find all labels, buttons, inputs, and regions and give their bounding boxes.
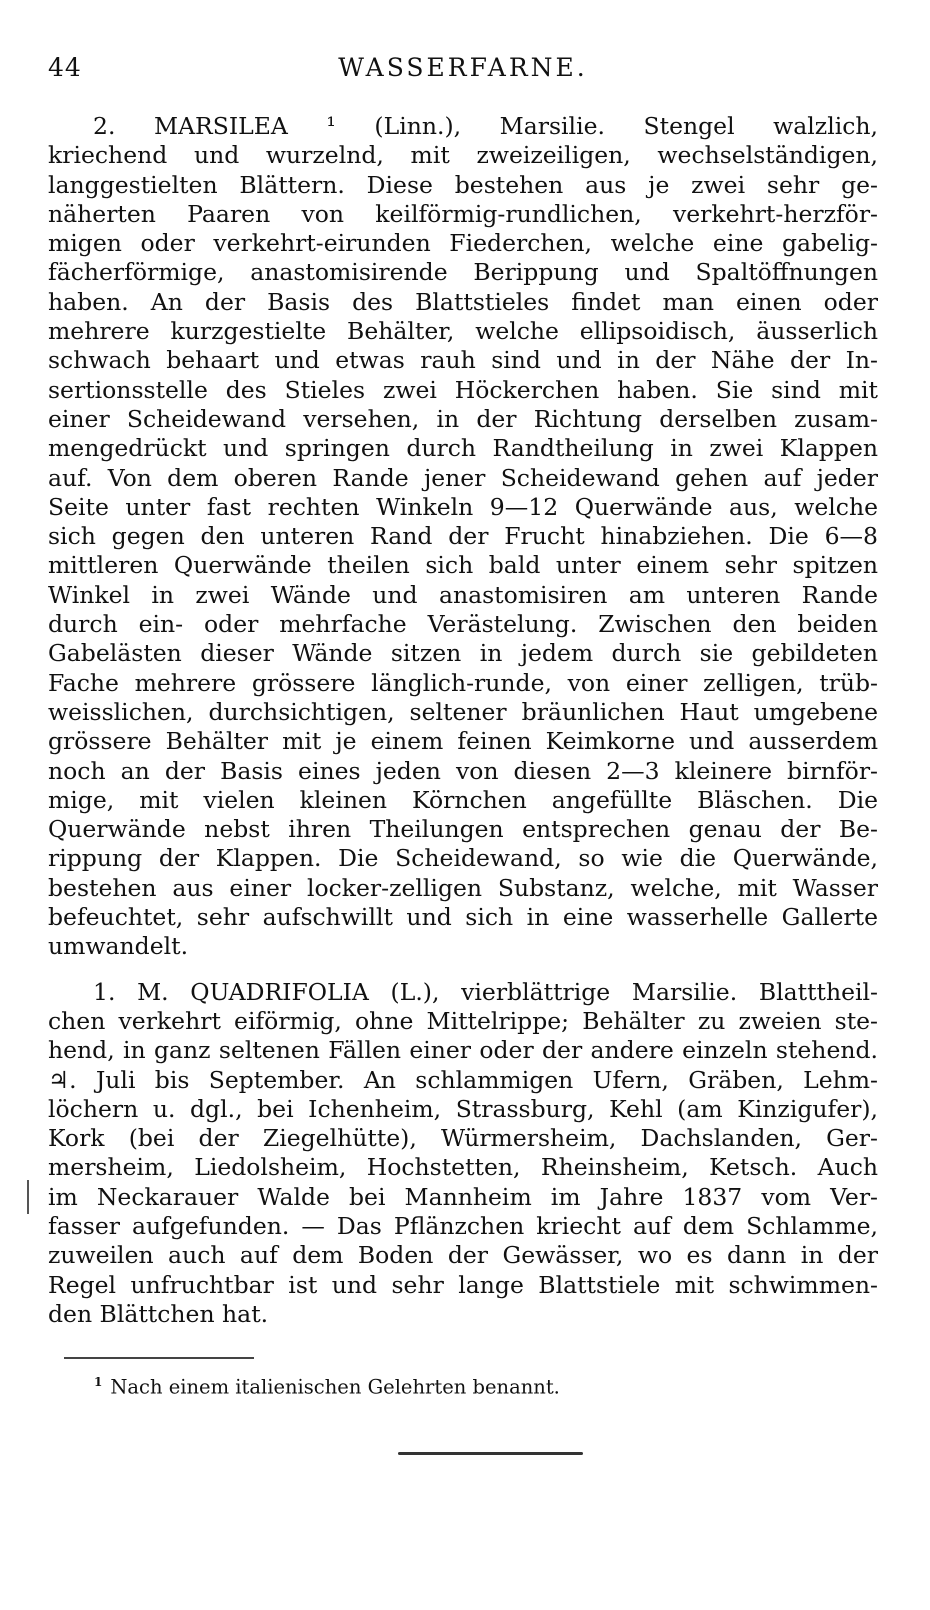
- species-description-paragraph: [48, 978, 878, 1330]
- text-line: 2. MARSILEA ¹ (Linn.), Marsilie. Stengel walzlich,: [93, 112, 878, 140]
- text-line: hend, in ganz seltenen Fällen einer oder der andere einzeln stehend.: [48, 1036, 878, 1065]
- text-line: durch ein- oder mehrfache Verästelung. Zwischen den beiden: [48, 610, 878, 639]
- text-line: haben. An der Basis des Blattstieles findet man einen oder: [48, 287, 878, 316]
- text-line: mige, mit vielen kleinen Körnchen angefüllte Bläschen. Die: [48, 785, 878, 814]
- text-line: Regel unfruchtbar ist und sehr lange Blattstiele mit schwimmen-: [48, 1270, 878, 1299]
- text-line: umwandelt.: [48, 932, 189, 961]
- text-line: noch an der Basis eines jeden von diesen 2—3 kleinere birnför-: [48, 756, 878, 785]
- text-line: einer Scheidewand versehen, in der Richtung derselben zusam-: [48, 404, 878, 433]
- text-line: mengedrückt und springen durch Randtheilung in zwei Klappen: [48, 434, 878, 463]
- page-header: [48, 53, 878, 87]
- text-line: ♃. Juli bis September. An schlammigen Ufern, Gräben, Lehm-: [48, 1065, 878, 1094]
- genus-description-paragraph: [48, 112, 878, 962]
- text-line: bestehen aus einer locker-zelligen Substanz, welche, mit Wasser: [48, 873, 878, 902]
- footnote: [94, 1375, 560, 1399]
- text-line: den Blättchen hat.: [48, 1299, 269, 1328]
- text-line: näherten Paaren von keilförmig-rundlichen, verkehrt-herzför-: [48, 199, 878, 228]
- body-text: [48, 112, 878, 1329]
- text-line: Querwände nebst ihren Theilungen entsprechen genau der Be-: [48, 815, 878, 844]
- footnote-text: Nach einem italienischen Gelehrten benannt.: [110, 1375, 560, 1399]
- text-line: langgestielten Blättern. Diese bestehen aus je zwei sehr ge-: [48, 170, 878, 199]
- text-line: schwach behaart und etwas rauh sind und in der Nähe der In-: [48, 346, 878, 375]
- text-line: Gabelästen dieser Wände sitzen in jedem durch sie gebildeten: [48, 639, 878, 668]
- footnote-rule: [64, 1357, 254, 1359]
- text-line: grössere Behälter mit je einem feinen Keimkorne und ausserdem: [48, 727, 878, 756]
- margin-mark: [27, 1180, 29, 1214]
- text-line: fasser aufgefunden. — Das Pflänzchen kriecht auf dem Schlamme,: [48, 1211, 878, 1240]
- text-line: sich gegen den unteren Rand der Frucht hinabziehen. Die 6—8: [48, 522, 878, 551]
- text-line: chen verkehrt eiförmig, ohne Mittelrippe; Behälter zu zweien ste-: [48, 1006, 878, 1035]
- running-title: WASSERFARNE.: [338, 53, 588, 82]
- text-line: mersheim, Liedolsheim, Hochstetten, Rheinsheim, Ketsch. Auch: [48, 1153, 878, 1182]
- text-line: rippung der Klappen. Die Scheidewand, so wie die Querwände,: [48, 844, 878, 873]
- text-line: im Neckarauer Walde bei Mannheim im Jahre 1837 vom Ver-: [48, 1182, 878, 1211]
- text-line: Fache mehrere grössere länglich-runde, von einer zelligen, trüb-: [48, 668, 878, 697]
- text-line: auf. Von dem oberen Rande jener Scheidewand gehen auf jeder: [48, 463, 878, 492]
- text-line: Kork (bei der Ziegelhütte), Würmersheim, Dachslanden, Ger-: [48, 1124, 878, 1153]
- text-line: mehrere kurzgestielte Behälter, welche ellipsoidisch, äusserlich: [48, 317, 878, 346]
- text-line: befeuchtet, sehr aufschwillt und sich in eine wasserhelle Gallerte: [48, 903, 878, 932]
- page-number: 44: [48, 53, 82, 82]
- end-ornament-rule: [398, 1452, 583, 1455]
- text-line: mittleren Querwände theilen sich bald unter einem sehr spitzen: [48, 551, 878, 580]
- text-line: 1. M. QUADRIFOLIA (L.), vierblättrige Marsilie. Blatttheil-: [93, 977, 878, 1006]
- text-line: Winkel in zwei Wände und anastomisiren am unteren Rande: [48, 580, 878, 609]
- text-line: fächerförmige, anastomisirende Berippung und Spaltöffnungen: [48, 258, 878, 287]
- text-line: migen oder verkehrt-eirunden Fiederchen, welche eine gabelig-: [48, 229, 878, 258]
- text-line: weisslichen, durchsichtigen, seltener bräunlichen Haut umgebene: [48, 697, 878, 726]
- text-line: kriechend und wurzelnd, mit zweizeiligen, wechselständigen,: [48, 141, 878, 170]
- text-line: Seite unter fast rechten Winkeln 9—12 Querwände aus, welche: [48, 492, 878, 521]
- text-line: zuweilen auch auf dem Boden der Gewässer, wo es dann in der: [48, 1241, 878, 1270]
- text-line: sertionsstelle des Stieles zwei Höckerchen haben. Sie sind mit: [48, 375, 878, 404]
- footnote-marker: 1: [94, 1375, 103, 1389]
- text-line: löchern u. dgl., bei Ichenheim, Strassburg, Kehl (am Kinzigufer),: [48, 1094, 878, 1123]
